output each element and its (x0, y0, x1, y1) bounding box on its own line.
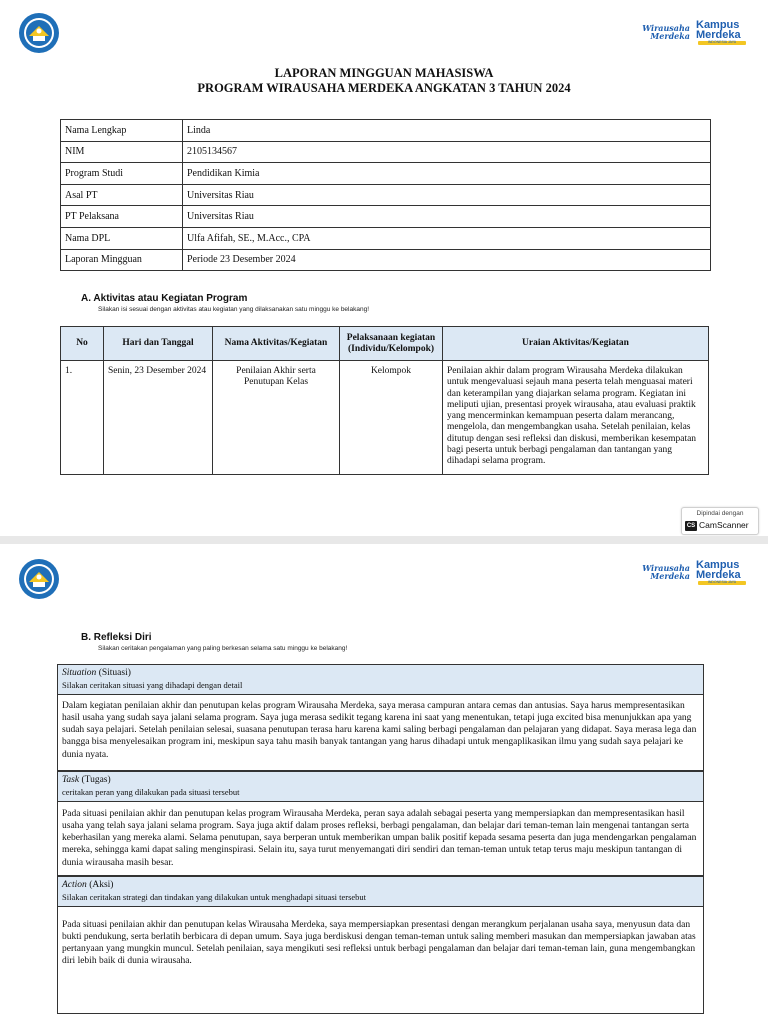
info-label: PT Pelaksana (61, 206, 183, 228)
kemdikbud-emblem-icon (18, 558, 60, 600)
section-b-heading: B. Refleksi Diri (81, 632, 152, 643)
info-row (61, 227, 711, 249)
reflection-situation-box: Situation (Situasi) Silakan ceritakan situasi yang dihadapi dengan detail Dalam kegiatan penilaian akhir dan penutupan kelas program Wirausaha Merdeka, saya merasa campuran antara cemas dan antusias. Saya harus mempresentasikan hasil usaha yang sudah saya jalani selama program. Saya juga merasa sedikit tegang karena ini saat yang menentukan, tetapi juga excited bisa menunjukkan apa yang sudah saya pelajari. Setelah penilaian selesai, suasana penutupan terasa haru karena kami saling berbagi pengalaman dan pelajaran yang didapat. Saya merasa lega dan bangga bisa menyelesaikan program ini, meskipun saya tahu masih banyak tantangan yang harus dihadapi untuk mengaplikasikan ilmu yang sudah saya pelajari ke dunia nyata. (57, 664, 704, 771)
page-separator (0, 536, 768, 544)
info-value: 2105134567 (183, 141, 711, 163)
cell-mode: Kelompok (340, 361, 443, 475)
section-a-subtitle: Silakan isi sesuai dengan aktivitas atau kegiatan yang dilaksanakan satu minggu ke belakang! (98, 306, 370, 313)
kampus-merdeka-logo: Wirausaha Merdeka Kampus Merdeka INDONESIA JAYA (638, 560, 758, 592)
cell-no: 1. (61, 361, 104, 475)
info-label: Laporan Mingguan (61, 249, 183, 271)
camscanner-badge: Dipindai dengan CS CamScanner (681, 507, 759, 535)
activity-table (60, 326, 709, 475)
info-label: Nama Lengkap (61, 120, 183, 142)
info-row (61, 163, 711, 185)
info-row (61, 206, 711, 228)
camscanner-logo-icon: CS (686, 523, 696, 529)
report-title: LAPORAN MINGGUAN MAHASISWA PROGRAM WIRAUSAHA MERDEKA ANGKATAN 3 TAHUN 2024 (197, 66, 571, 95)
info-label: Nama DPL (61, 227, 183, 249)
info-value: Universitas Riau (183, 206, 711, 228)
info-value: Periode 23 Desember 2024 (183, 249, 711, 271)
kampus-merdeka-logo: Wirausaha Merdeka Kampus Merdeka INDONESIA JAYA (638, 20, 758, 52)
col-header-activity: Nama Aktivitas/Kegiatan (213, 327, 340, 361)
action-body: Pada situasi penilaian akhir dan penutupan kelas Wirausaha Merdeka, saya mempersiapkan presentasi dengan merangkum perjalanan usaha saya, menyusun data dan bukti pendukung, serta berlatih berbicara di depan umum. Saya juga berdiskusi dengan teman-teman untuk saling memberi masukan dan mempersiapkan jawaban atas pertanyaan yang mungkin muncul. Setelah penilaian, saya mengikuti sesi refleksi untuk berbagi pengalaman dan belajar dari teman-teman lain, guna mengembangkan diri lebih baik di dunia wirausaha. (58, 906, 703, 972)
info-value: Linda (183, 120, 711, 142)
reflection-task-box: Task (Tugas) ceritakan peran yang dilakukan pada situasi tersebut Pada situasi penilaian akhir dan penutupan kelas program Wirausaha Merdeka, peran saya adalah sebagai peserta yang mempersiapkan dan mempresentasikan hasil usaha yang telah saya jalani selama program. Saya juga aktif dalam proses refleksi, berbagi pengalaman, dan belajar dari teman-teman lain mengenai tantangan serta keberhasilan yang mereka alami. Selama penutupan, saya berperan untuk memberikan umpan balik positif kepada sesama peserta dan juga mendengarkan pengalaman mereka, sehingga kami dapat saling menginspirasi. Selain itu, saya turut menyemangati diri sendiri dan teman-teman untuk tetap terus maju meskipun tantangan di dunia wirausaha masih besar. (57, 771, 704, 876)
reflection-action-box: Action (Aksi) Silakan ceritakan strategi dan tindakan yang dilakukan untuk menghadapi situasi tersebut Pada situasi penilaian akhir dan penutupan kelas Wirausaha Merdeka, saya mempersiapkan presentasi dengan merangkum perjalanan usaha saya, menyusun data dan bukti pendukung, serta berlatih berbicara di depan umum. Saya juga berdiskusi dengan teman-teman untuk saling memberi masukan dan mempersiapkan jawaban atas pertanyaan yang mungkin muncul. Setelah penilaian, saya mengikuti sesi refleksi untuk berbagi pengalaman dan belajar dari teman-teman lain, guna mengembangkan diri lebih baik di dunia wirausaha. (57, 876, 704, 1014)
section-a-heading: A. Aktivitas atau Kegiatan Program (81, 293, 248, 304)
table-row (61, 361, 709, 475)
report-page-2 (0, 544, 768, 1024)
task-body: Pada situasi penilaian akhir dan penutupan kelas program Wirausaha Merdeka, peran saya adalah sebagai peserta yang mempersiapkan dan mempresentasikan hasil usaha yang telah saya jalani selama program. Saya juga aktif dalam proses refleksi, berbagi pengalaman, dan belajar dari teman-teman lain mengenai tantangan serta keberhasilan yang mereka alami. Selama penutupan, saya berperan untuk memberikan umpan balik positif kepada sesama peserta dan juga mendengarkan pengalaman mereka, sehingga kami dapat saling menginspirasi. Selain itu, saya turut menyemangati diri sendiri dan teman-teman untuk tetap terus maju meskipun tantangan di dunia wirausaha masih besar. (58, 801, 703, 873)
info-value: Universitas Riau (183, 184, 711, 206)
info-label: NIM (61, 141, 183, 163)
col-header-description: Uraian Aktivitas/Kegiatan (443, 327, 709, 361)
info-label: Asal PT (61, 184, 183, 206)
info-label: Program Studi (61, 163, 183, 185)
col-header-date: Hari dan Tanggal (104, 327, 213, 361)
cell-description: Penilaian akhir dalam program Wirausaha Merdeka dilakukan untuk mengevaluasi sejauh mana peserta telah menguasai materi dan keterampilan yang diajarkan selama program. Kegiatan ini meliputi ujian, presentasi proyek wirausaha, atau evaluasi praktik yang mencerminkan kemampuan peserta dalam merancang, mengelola, dan mengembangkan usaha. Setelah penilaian, kelas ditutup dengan sesi refleksi dan diskusi, memberikan kesempatan bagi peserta untuk berbagi pengalaman dan tantangan yang dihadapi selama program. (443, 361, 709, 475)
cell-date: Senin, 23 Desember 2024 (104, 361, 213, 475)
info-row (61, 120, 711, 142)
col-header-no: No (61, 327, 104, 361)
kemdikbud-emblem-icon (18, 12, 60, 54)
info-row (61, 184, 711, 206)
col-header-mode: Pelaksanaan kegiatan (Individu/Kelompok) (340, 327, 443, 361)
info-value: Pendidikan Kimia (183, 163, 711, 185)
info-row (61, 249, 711, 271)
cell-activity: Penilaian Akhir serta Penutupan Kelas (213, 361, 340, 475)
student-info-table (60, 119, 711, 271)
info-value: Ulfa Afifah, SE., M.Acc., CPA (183, 227, 711, 249)
section-b-subtitle: Silakan ceritakan pengalaman yang paling berkesan selama satu minggu ke belakang! (98, 645, 348, 652)
situation-body: Dalam kegiatan penilaian akhir dan penutupan kelas program Wirausaha Merdeka, saya merasa campuran antara cemas dan antusias. Saya harus mempresentasikan hasil usaha yang sudah saya jalani selama program. Saya juga merasa sedikit tegang karena ini saat yang menentukan, tetapi juga excited bisa menunjukkan apa yang sudah saya pelajari. Setelah penilaian selesai, suasana penutupan terasa haru karena kami saling berbagi pengalaman dan pelajaran yang didapat. Saya merasa lega dan bangga bisa menyelesaikan program ini, meskipun saya tahu masih banyak tantangan yang harus dihadapi untuk mengaplikasikan ilmu yang sudah saya pelajari ke dunia nyata. (58, 694, 703, 765)
info-row (61, 141, 711, 163)
